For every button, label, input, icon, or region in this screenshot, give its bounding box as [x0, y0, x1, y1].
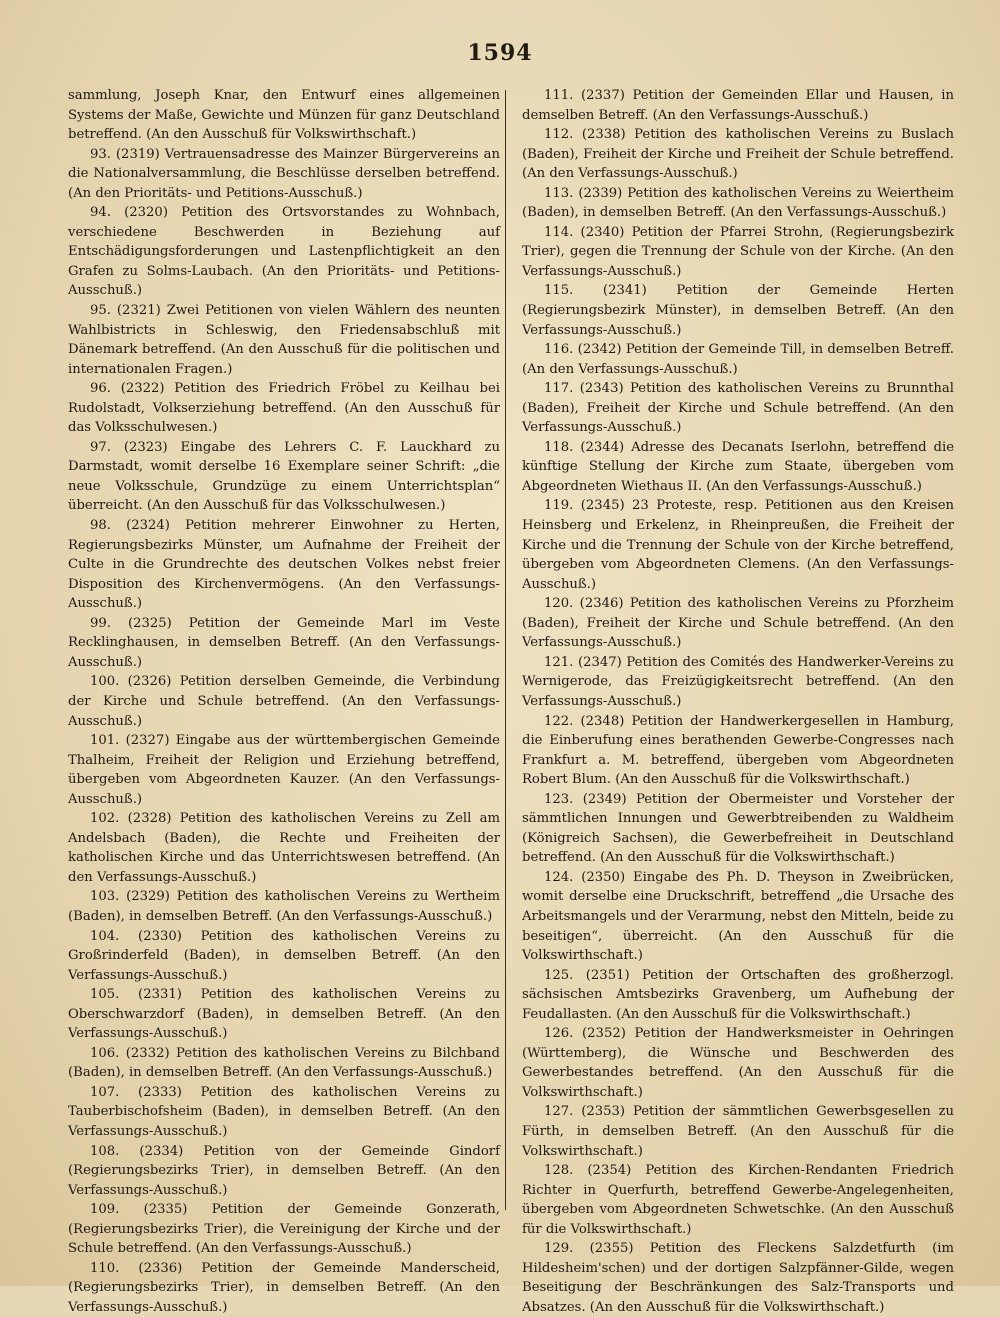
petition-entry: 112. (2338) Petition des katholischen Vereins zu Buslach (Baden), Freiheit der Kirche und Freiheit der Schule betreffend. (An den Verfassungs-Ausschuß.) [522, 127, 954, 182]
petition-entry: 128. (2354) Petition des Kirchen-Rendanten Friedrich Richter in Querfurth, betreffend Gewerbe-Angelegenheiten, übergeben vom Abgeordneten Schwetschke. (An den Ausschuß für die Volkswirthschaft.) [522, 1163, 954, 1237]
petition-entry: 108. (2334) Petition von der Gemeinde Gindorf (Regierungsbezirks Trier), in demselben Betreff. (An den Verfassungs-Ausschuß.) [68, 1143, 500, 1198]
petition-entry: 102. (2328) Petition des katholischen Vereins zu Zell am Andelsbach (Baden), die Rechte und Freiheiten der katholischen Kirche und das Unterrichtswesen betreffend. (An den Verfassungs-Ausschuß.) [68, 811, 500, 885]
petition-entry: 93. (2319) Vertrauensadresse des Mainzer Bürgervereins an die Nationalversammlung, die Beschlüsse derselben betreffend. (An den Prioritäts- und Petitions-Ausschuß.) [68, 146, 500, 201]
petition-entry: 101. (2327) Eingabe aus der württembergischen Gemeinde Thalheim, Freiheit der Religion und Erziehung betreffend, übergeben vom Abgeordneten Kauzer. (An den Verfassungs-Ausschuß.) [68, 733, 500, 807]
petition-entry: 103. (2329) Petition des katholischen Vereins zu Wertheim (Baden), in demselben Betreff. (An den Verfassungs-Ausschuß.) [68, 889, 500, 924]
petition-entry: 123. (2349) Petition der Obermeister und Vorsteher der sämmtlichen Innungen und Gewerbtreibenden zu Waldheim (Königreich Sachsen), die Gewerbefreiheit in Deutschland betreffend. (An den Ausschuß für die Volkswirthschaft.) [522, 791, 954, 866]
petition-entry: 107. (2333) Petition des katholischen Vereins zu Tauberbischofsheim (Baden), in demselben Betreff. (An den Verfassungs-Ausschuß.) [68, 1084, 500, 1139]
page-number: 1594 [467, 40, 533, 66]
petition-entry: 129. (2355) Petition des Fleckens Salzdetfurth (im Hildesheim'schen) und der dortigen Salzpfänner-Gilde, wegen Beseitigung der Beschränkungen des Salz-Transports und Absatzes. (An den Ausschuß für die Volkswirthschaft.) [522, 1241, 954, 1315]
right-column [522, 86, 954, 1317]
petition-entry: 99. (2325) Petition der Gemeinde Marl im Veste Recklinghausen, in demselben Betreff. (An den Verfassungs-Ausschuß.) [68, 615, 500, 670]
petition-entry: 126. (2352) Petition der Handwerksmeister in Oehringen (Württemberg), die Wünsche und Beschwerden des Gewerbestandes betreffend. (An den Ausschuß für die Volkswirthschaft.) [522, 1026, 954, 1100]
petition-entry: 104. (2330) Petition des katholischen Vereins zu Großrinderfeld (Baden), in demselben Betreff. (An den Verfassungs-Ausschuß.) [68, 928, 500, 983]
petition-entry: 95. (2321) Zwei Petitionen von vielen Wählern des neunten Wahlbistricts in Schleswig, den Friedensabschluß mit Dänemark betreffend. (An den Ausschuß für die politischen und internationalen Fragen.) [68, 303, 500, 377]
petition-entry: 125. (2351) Petition der Ortschaften des großherzogl. sächsischen Amtsbezirks Gravenberg, um Aufhebung der Feudallasten. (An den Ausschuß für die Volkswirthschaft.) [522, 967, 954, 1022]
left-column [68, 86, 500, 1317]
petition-entry: 113. (2339) Petition des katholischen Vereins zu Weiertheim (Baden), in demselben Betreff. (An den Verfassungs-Ausschuß.) [522, 185, 954, 221]
petition-entry: 97. (2323) Eingabe des Lehrers C. F. Lauckhard zu Darmstadt, womit derselbe 16 Exemplare seiner Schrift: „die neue Volksschule, Grundzüge zu einem Unterrichtsplan“ überreicht. (An den Ausschuß für das Volksschulwesen.) [68, 439, 500, 514]
petition-entry: 98. (2324) Petition mehrerer Einwohner zu Herten, Regierungsbezirks Münster, um Aufnahme der Freiheit der Culte in die Grundrechte des deutschen Volkes nebst freier Disposition des Kirchenvermögens. (An den Verfassungs-Ausschuß.) [68, 518, 500, 612]
petition-entry: 109. (2335) Petition der Gemeinde Gonzerath, (Regierungsbezirks Trier), die Vereinigung der Kirche und der Schule betreffend. (An den Verfassungs-Ausschuß.) [68, 1202, 500, 1257]
petition-entry: 119. (2345) 23 Proteste, resp. Petitionen aus den Kreisen Heinsberg und Erkelenz, in Rheinpreußen, die Freiheit der Kirche und die Trennung der Schule von der Kirche betreffend, übergeben vom Abgeordneten Clemens. (An den Verfassungs-Ausschuß.) [522, 498, 954, 592]
petition-entry: 106. (2332) Petition des katholischen Vereins zu Bilchband (Baden), in demselben Betreff. (An den Verfassungs-Ausschuß.) [68, 1045, 500, 1081]
petition-entry: 110. (2336) Petition der Gemeinde Manderscheid, (Regierungsbezirks Trier), in demselben Betreff. (An den Verfassungs-Ausschuß.) [68, 1260, 500, 1315]
petition-entry: 121. (2347) Petition des Comités des Handwerker-Vereins zu Wernigerode, das Freizügigkeitsrecht betreffend. (An den Verfassungs-Ausschuß.) [522, 654, 954, 709]
petition-entry: 105. (2331) Petition des katholischen Vereins zu Oberschwarzdorf (Baden), in demselben Betreff. (An den Verfassungs-Ausschuß.) [68, 987, 500, 1042]
petition-entry: sammlung, Joseph Knar, den Entwurf eines allgemeinen Systems der Maße, Gewichte und Münzen für ganz Deutschland betreffend. (An den Ausschuß für Volkswirthschaft.) [68, 88, 500, 143]
petition-entry: 115. (2341) Petition der Gemeinde Herten (Regierungsbezirk Münster), in demselben Betreff. (An den Verfassungs-Ausschuß.) [522, 283, 954, 338]
petition-entry: 118. (2344) Adresse des Decanats Iserlohn, betreffend die künftige Stellung der Kirche zum Staate, übergeben vom Abgeordneten Wiethaus II. (An den Verfassungs-Ausschuß.) [522, 439, 954, 494]
column-divider [505, 90, 506, 1210]
petition-entry: 120. (2346) Petition des katholischen Vereins zu Pforzheim (Baden), Freiheit der Kirche und Schule betreffend. (An den Verfassungs-Ausschuß.) [522, 596, 954, 651]
petition-entry: 94. (2320) Petition des Ortsvorstandes zu Wohnbach, verschiedene Beschwerden in Beziehung auf Entschädigungsforderungen und Lastenpflichtigkeit an den Grafen zu Solms-Laubach. (An den Prioritäts- und Petitions-Ausschuß.) [68, 205, 500, 299]
petition-entry: 116. (2342) Petition der Gemeinde Till, in demselben Betreff. (An den Verfassungs-Ausschuß.) [522, 342, 954, 377]
petition-entry: 111. (2337) Petition der Gemeinden Ellar und Hausen, in demselben Betreff. (An den Verfassungs-Ausschuß.) [522, 88, 954, 123]
petition-entry: 127. (2353) Petition der sämmtlichen Gewerbsgesellen zu Fürth, in demselben Betreff. (An den Ausschuß für die Volkswirthschaft.) [522, 1104, 954, 1159]
petition-entry: 114. (2340) Petition der Pfarrei Strohn, (Regierungsbezirk Trier), gegen die Trennung der Schule von der Kirche. (An den Verfassungs-Ausschuß.) [522, 224, 954, 279]
petition-entry: 124. (2350) Eingabe des Ph. D. Theyson in Zweibrücken, womit derselbe eine Druckschrift, betreffend „die Ursache des Arbeitsmangels und der Verarmung, nebst den Mitteln, beide zu beseitigen“, überreicht. (An den Ausschuß für die Volkswirthschaft.) [522, 869, 954, 964]
petition-entry: 100. (2326) Petition derselben Gemeinde, die Verbindung der Kirche und Schule betreffend. (An den Verfassungs-Ausschuß.) [68, 674, 500, 729]
petition-entry: 96. (2322) Petition des Friedrich Fröbel zu Keilhau bei Rudolstadt, Volkserziehung betreffend. (An den Ausschuß für das Volksschulwesen.) [68, 381, 500, 436]
petition-entry: 122. (2348) Petition der Handwerkergesellen in Hamburg, die Einberufung eines berathenden Gewerbe-Congresses nach Frankfurt a. M. betreffend, übergeben vom Abgeordneten Robert Blum. (An den Ausschuß für die Volkswirthschaft.) [522, 713, 954, 788]
petition-entry: 117. (2343) Petition des katholischen Vereins zu Brunnthal (Baden), Freiheit der Kirche und Schule betreffend. (An den Verfassungs-Ausschuß.) [522, 381, 954, 436]
